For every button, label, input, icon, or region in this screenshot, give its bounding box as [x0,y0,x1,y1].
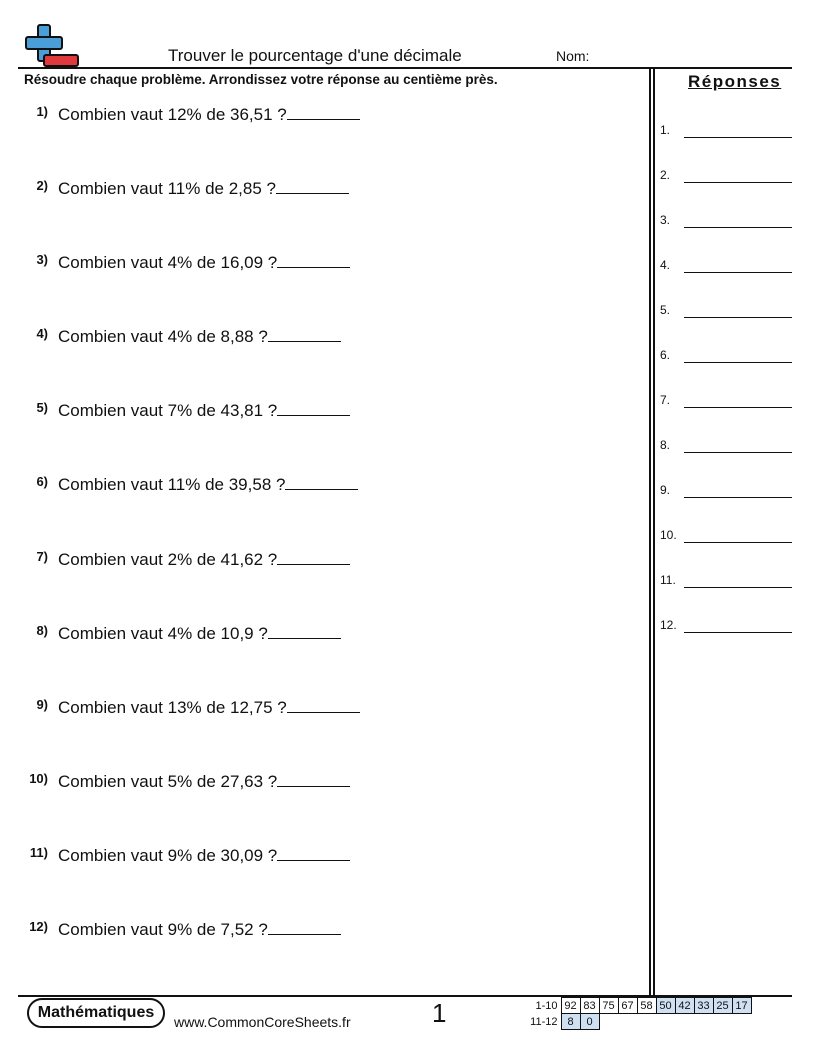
problem-number: 12) [29,919,48,934]
answer-blank[interactable] [287,695,360,713]
problem-row [0,250,640,280]
answer-number: 2. [660,168,671,182]
answer-line[interactable] [684,227,792,228]
answer-line[interactable] [684,272,792,273]
score-cell: 58 [637,998,656,1014]
answer-line[interactable] [684,407,792,408]
answer-number: 7. [660,393,671,407]
name-label: Nom: [556,48,590,64]
answer-number: 11. [660,573,676,587]
problem-text: Combien vaut 11% de 39,58 ? [58,475,286,494]
problem-question [58,695,360,718]
answer-row [660,123,792,143]
score-row-label: 11-12 [530,1015,558,1028]
answer-number: 1. [660,123,671,137]
score-row [527,998,751,1014]
answer-number: 6. [660,348,671,362]
problem-number: 7) [36,549,48,564]
answer-row [660,618,792,638]
answers-title: Réponses [688,72,782,91]
problem-row [0,176,640,206]
problem-text: Combien vaut 4% de 8,88 ? [58,327,268,346]
problem-number: 3) [36,252,48,267]
answer-blank[interactable] [276,176,349,194]
answer-blank[interactable] [277,398,350,416]
score-cell: 0 [580,1014,599,1030]
problem-question [58,472,358,495]
score-cell: 17 [732,998,751,1014]
answer-row [660,258,792,278]
problem-text: Combien vaut 2% de 41,62 ? [58,550,278,569]
answer-number: 8. [660,438,671,452]
problem-row [0,843,640,873]
page-number: 1 [432,998,447,1028]
answer-column-divider [649,67,651,995]
problem-row [0,324,640,354]
subject-badge: Mathématiques [27,998,165,1028]
answer-row [660,348,792,368]
problem-row [0,695,640,725]
problem-row [0,547,640,577]
answer-line[interactable] [684,137,792,138]
score-cell: 33 [694,998,713,1014]
problem-number: 10) [29,771,48,786]
problem-number: 2) [36,178,48,193]
score-cell: 67 [618,998,637,1014]
answer-blank[interactable] [277,843,350,861]
answer-number: 3. [660,213,671,227]
score-cell: 75 [599,998,618,1014]
score-row [527,1014,751,1030]
problem-number: 8) [36,623,48,638]
answer-blank[interactable] [277,250,350,268]
score-cell: 50 [656,998,675,1014]
problem-text: Combien vaut 7% de 43,81 ? [58,401,278,420]
score-cell: 25 [713,998,732,1014]
problem-row [0,102,640,132]
problem-question [58,398,350,421]
answer-blank[interactable] [287,102,360,120]
answer-number: 5. [660,303,671,317]
worksheet-title: Trouver le pourcentage d'une décimale [168,46,462,65]
problem-text: Combien vaut 11% de 2,85 ? [58,179,276,198]
problem-text: Combien vaut 9% de 7,52 ? [58,920,268,939]
answer-row [660,573,792,593]
problem-number: 1) [36,104,48,119]
answer-line[interactable] [684,497,792,498]
problem-question [58,547,350,570]
problem-question [58,769,350,792]
problem-text: Combien vaut 13% de 12,75 ? [58,698,287,717]
problem-row [0,769,640,799]
problem-question [58,324,341,347]
instructions: Résoudre chaque problème. Arrondissez votre réponse au centième près. [24,72,498,87]
score-cell: 92 [561,998,580,1014]
problem-question [58,843,350,866]
answer-blank[interactable] [277,769,350,787]
answer-row [660,483,792,503]
answer-line[interactable] [684,362,792,363]
problem-row [0,917,640,947]
answer-row [660,213,792,233]
answer-column-divider [653,67,655,995]
score-table [527,997,752,1030]
problem-question [58,917,341,940]
plus-minus-logo-icon [24,24,80,68]
header-rule [18,67,792,69]
answer-number: 12. [660,618,677,632]
answer-row [660,303,792,323]
site-url: www.CommonCoreSheets.fr [174,1014,351,1030]
answer-number: 9. [660,483,671,497]
answer-blank[interactable] [268,917,341,935]
score-row-label: 1-10 [535,999,558,1012]
problem-question [58,621,341,644]
problem-question [58,102,360,125]
problem-number: 5) [36,400,48,415]
problem-row [0,621,640,651]
answer-row [660,528,792,548]
problem-text: Combien vaut 5% de 27,63 ? [58,772,278,791]
score-cell: 83 [580,998,599,1014]
answer-blank[interactable] [285,472,358,490]
answer-line[interactable] [684,587,792,588]
problem-number: 6) [36,474,48,489]
problem-text: Combien vaut 4% de 10,9 ? [58,624,268,643]
answer-blank[interactable] [268,324,341,342]
problem-number: 11) [29,845,48,860]
problem-question [58,250,350,273]
answer-row [660,168,792,188]
problem-row [0,398,640,428]
answer-number: 10. [660,528,677,542]
answer-number: 4. [660,258,671,272]
answer-line[interactable] [684,632,792,633]
answer-blank[interactable] [277,547,350,565]
score-cell: 42 [675,998,694,1014]
problem-text: Combien vaut 9% de 30,09 ? [58,846,278,865]
answer-line[interactable] [684,542,792,543]
answer-blank[interactable] [268,621,341,639]
answer-row [660,438,792,458]
problem-row [0,472,640,502]
problem-number: 4) [36,326,48,341]
problem-number: 9) [36,697,48,712]
answer-line[interactable] [684,452,792,453]
answer-line[interactable] [684,182,792,183]
answer-line[interactable] [684,317,792,318]
score-cell: 8 [561,1014,580,1030]
problem-question [58,176,349,199]
answer-row [660,393,792,413]
problem-text: Combien vaut 4% de 16,09 ? [58,253,278,272]
problem-text: Combien vaut 12% de 36,51 ? [58,105,287,124]
